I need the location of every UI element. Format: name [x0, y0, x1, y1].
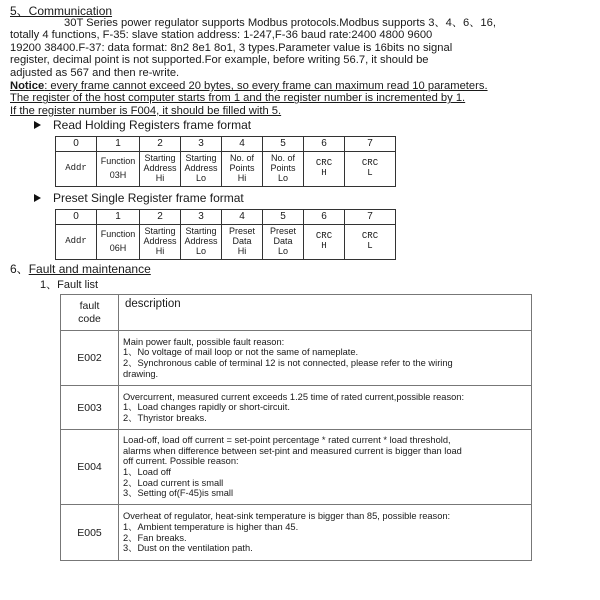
- table-header-cell: 2: [140, 210, 181, 225]
- table-header-row: [56, 210, 396, 225]
- preset-single-heading: [34, 191, 244, 205]
- fault-code-cell: E004: [61, 430, 119, 505]
- table-header-cell: 7: [345, 210, 396, 225]
- fault-table-header: [61, 295, 532, 331]
- notice-line: If the register number is F004, it should be filled with 5.: [10, 104, 282, 117]
- table-cell-addr: Addr: [56, 152, 97, 187]
- fault-code-cell: E005: [61, 505, 119, 561]
- table-header-cell: 5: [263, 137, 304, 152]
- table-header-cell: 6: [304, 137, 345, 152]
- bullet-triangle-icon: [34, 194, 41, 202]
- table-header-cell: 0: [56, 137, 97, 152]
- table-cell-points-hi: No. of Points Hi: [222, 152, 263, 187]
- fault-list-subheading: 1、Fault list: [40, 279, 99, 291]
- notice-block: [10, 80, 595, 117]
- table-cell-start-lo: Starting Address Lo: [181, 225, 222, 260]
- table-cell-start-hi: Starting Address Hi: [140, 152, 181, 187]
- para-line: register, decimal point is not supported.For example, before writing 56.7, it should be: [10, 54, 429, 67]
- para-line: totally 4 functions, F-35: slave station address: 1-247,F-36 baud rate:2400 4800 9600: [10, 29, 433, 42]
- notice-keyword: Notice: [10, 80, 45, 92]
- preset-single-title: Preset Single Register frame format: [53, 191, 244, 205]
- fault-description-cell: Main power fault, possible fault reason: 1、No voltage of mail loop or not the same of nameplate. 2、Synchronous cable of terminal 12 is not connected, please refer to the wiring drawing.: [119, 331, 532, 386]
- notice-line: : every frame cannot exceed 20 bytes, so every frame can maximum read 10 parameters.: [44, 80, 488, 92]
- table-header-cell: 0: [56, 210, 97, 225]
- para-line: 30T Series power regulator supports Modbus protocols.Modbus supports 3、4、6、16,: [64, 17, 496, 29]
- section-6-number: 6、: [10, 262, 29, 276]
- table-header-row: [56, 137, 396, 152]
- table-header-cell: 6: [304, 210, 345, 225]
- table-header-cell: 2: [140, 137, 181, 152]
- fault-description-cell: Overheat of regulator, heat-sink temperature is bigger than 85, possible reason: 1、Ambient temperature is higher than 45. 2、Fan breaks. 3、Dust on the ventilation path.: [119, 505, 532, 561]
- table-header-cell: 3: [181, 137, 222, 152]
- table-header-cell: 7: [345, 137, 396, 152]
- fault-code-header: fault code: [61, 295, 119, 331]
- description-header: description: [119, 295, 532, 331]
- table-cell-start-lo: Starting Address Lo: [181, 152, 222, 187]
- section-6-heading: [10, 262, 151, 276]
- read-holding-title: Read Holding Registers frame format: [53, 118, 252, 132]
- fault-code-cell: E003: [61, 386, 119, 430]
- para-line: adjusted as 567 and then re-write.: [10, 66, 180, 79]
- para-line: 19200 38400.F-37: data format: 8n2 8e1 8o1, 3 types.Parameter value is 16bits no signal: [10, 41, 453, 54]
- preset-single-table: [55, 209, 396, 260]
- table-cell-start-hi: Starting Address Hi: [140, 225, 181, 260]
- table-row: [61, 505, 532, 561]
- table-cell-crc-h: CRC H: [304, 225, 345, 260]
- table-header-cell: 5: [263, 210, 304, 225]
- section-5-title: 5、Communication: [10, 4, 113, 18]
- section-5-heading: [10, 4, 112, 18]
- table-header-cell: 4: [222, 137, 263, 152]
- table-cell-data-hi: Preset Data Hi: [222, 225, 263, 260]
- fault-description-cell: Load-off, load off current = set-point percentage * rated current * load threshold, alarms when difference between set-pint and measured current is bigger than load off current. Possible reason: 1、Load off 2、Load current is small 3、Setting of(F-45)is small: [119, 430, 532, 505]
- read-holding-heading: [34, 118, 251, 132]
- communication-paragraph: [10, 17, 595, 79]
- table-cell-function: Function 03H: [97, 152, 140, 187]
- table-row: [61, 386, 532, 430]
- table-cell-addr: Addr: [56, 225, 97, 260]
- section-6-title: Fault and maintenance: [28, 262, 151, 276]
- table-cell-crc-l: CRC L: [345, 152, 396, 187]
- table-cell-function: Function 06H: [97, 225, 140, 260]
- table-header-cell: 3: [181, 210, 222, 225]
- table-row: [61, 331, 532, 386]
- table-header-cell: 1: [97, 210, 140, 225]
- bullet-triangle-icon: [34, 121, 41, 129]
- table-header-cell: 4: [222, 210, 263, 225]
- notice-line: The register of the host computer starts from 1 and the register number is incremented by 1.: [10, 92, 466, 105]
- table-cell-data-lo: Preset Data Lo: [263, 225, 304, 260]
- fault-table: [60, 294, 532, 561]
- table-row: [56, 225, 396, 260]
- fault-description-cell: Overcurrent, measured current exceeds 1.25 time of rated current,possible reason: 1、Load changes rapidly or short-circuit. 2、Thyristor breaks.: [119, 386, 532, 430]
- table-cell-crc-h: CRC H: [304, 152, 345, 187]
- table-row: [56, 152, 396, 187]
- fault-code-cell: E002: [61, 331, 119, 386]
- read-holding-table: [55, 136, 396, 187]
- table-header-cell: 1: [97, 137, 140, 152]
- table-cell-crc-l: CRC L: [345, 225, 396, 260]
- table-row: [61, 430, 532, 505]
- table-cell-points-lo: No. of Points Lo: [263, 152, 304, 187]
